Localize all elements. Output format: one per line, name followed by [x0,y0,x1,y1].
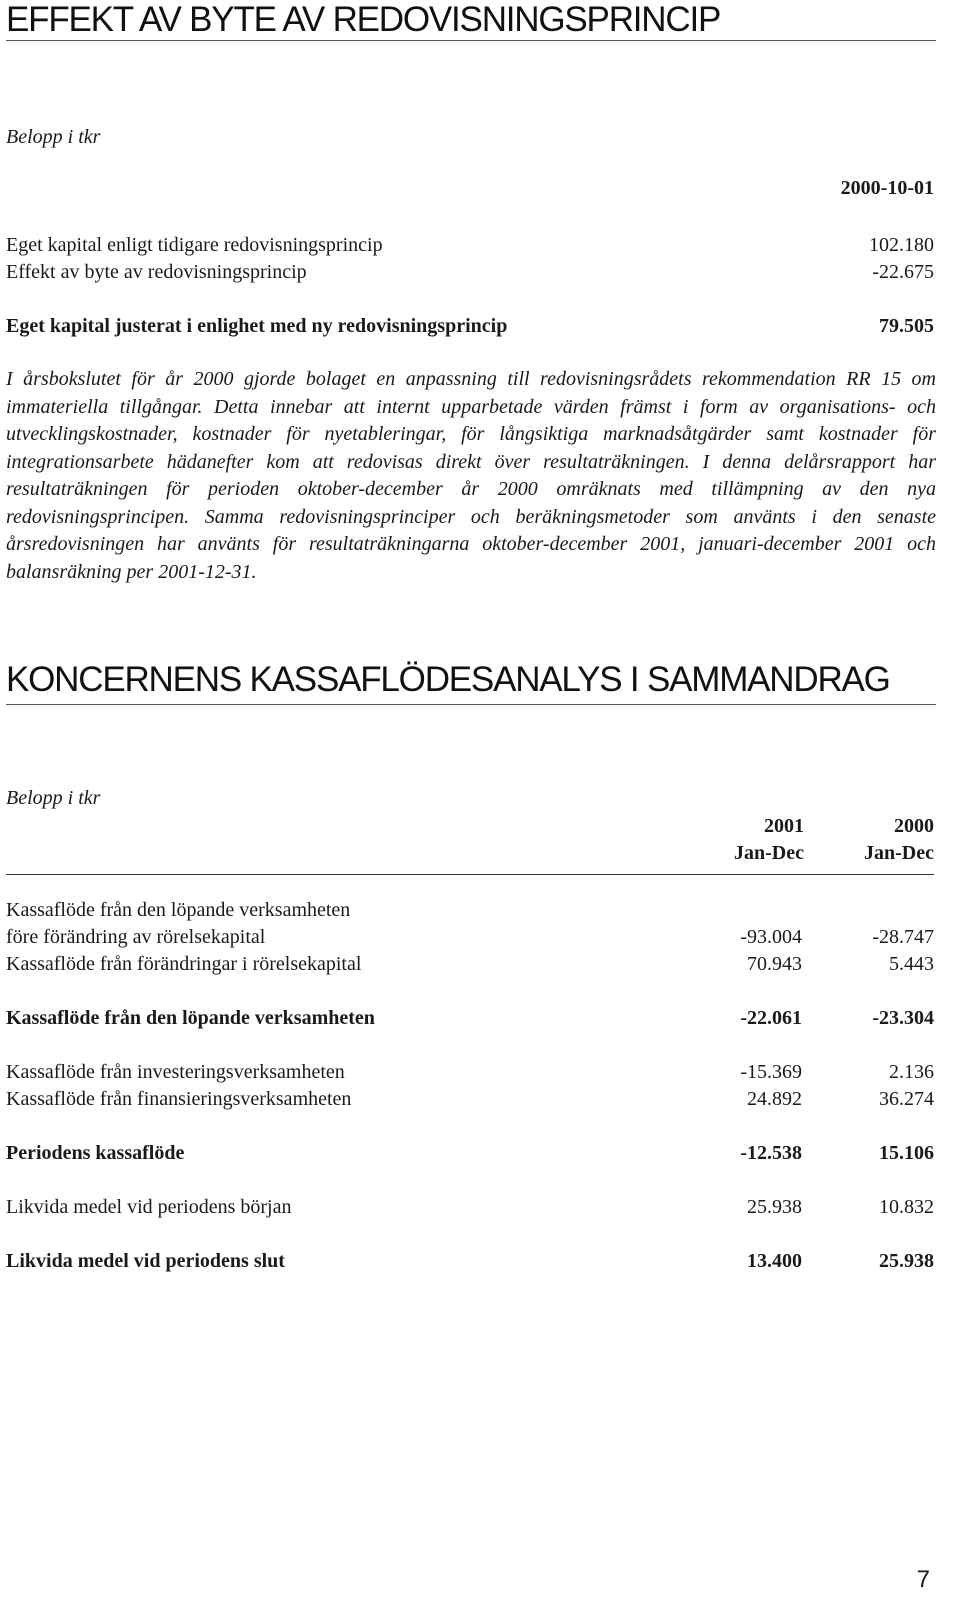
value-2000: 5.443 [889,953,934,975]
page-number: 7 [916,1566,930,1593]
value-2001: 24.892 [747,1088,802,1110]
value-2001: -22.061 [740,1007,802,1029]
row-label: Periodens kassaflöde [6,1142,185,1164]
row-label: Likvida medel vid periodens början [6,1196,292,1218]
table-row-total [6,1250,934,1276]
value-2001: 70.943 [747,953,802,975]
row-label: Eget kapital enligt tidigare redovisningsprincip [6,234,383,256]
table-row-subtotal [6,1007,934,1033]
row-label: Eget kapital justerat i enlighet med ny redovisningsprincip [6,315,508,337]
row-label: Likvida medel vid periodens slut [6,1250,285,1272]
row-label: Kassaflöde från finansieringsverksamheten [6,1088,352,1110]
header-divider [6,874,934,875]
table-row [6,261,934,287]
value-2001: -15.369 [740,1061,802,1083]
table-row [6,234,934,260]
row-label: Kassaflöde från investeringsverksamheten [6,1061,345,1083]
row-label: Kassaflöde från förändringar i rörelsekapital [6,953,362,975]
explanatory-paragraph: I årsbokslutet för år 2000 gjorde bolaget en anpassning till redovisningsrådets rekommendation RR 15 om immateriella tillgångar. Detta innebar att internt upparbetade värden främst i form av organisations- och utvecklingskostnader, kostnader för nyetableringar, för långsiktiga marknadsåtgärder samt kostnader för integrationsarbete hädanefter kom att redovisas direkt över resultaträkningen. I denna delårsrapport har resultaträkningen för perioden oktober-december år 2000 omräknats med tillämpning av den nya redovisningsprincipen. Samma redovisningsprinciper och beräkningsmetoder som använts i den senaste årsredovisningen har använts för resultaträkningarna oktober-december 2001, januari-december 2001 och balansräkning per 2001-12-31. [6,368,936,583]
table-row-subtotal [6,1142,934,1168]
value-2000: 25.938 [879,1250,934,1272]
value-2000: 2.136 [889,1061,934,1083]
date-column-header: 2000-10-01 [840,177,934,199]
section-title-cash-flow: KONCERNENS KASSAFLÖDESANALYS I SAMMANDRAG [6,662,936,705]
row-label: Kassaflöde från den löpande verksamheten [6,1007,375,1029]
row-value: 102.180 [869,234,934,256]
value-2001: -12.538 [740,1142,802,1164]
value-2001: 13.400 [747,1250,802,1272]
row-value: 79.505 [879,315,934,337]
column-header-period-1: Jan-Dec [734,842,804,864]
row-label: Kassaflöde från den löpande verksamheten [6,899,351,921]
table-row [6,926,934,952]
section-title-accounting-change: EFFEKT AV BYTE AV REDOVISNINGSPRINCIP [6,2,936,41]
table-row-total [6,315,934,341]
table-row [6,953,934,979]
value-2001: 25.938 [747,1196,802,1218]
row-value: -22.675 [872,261,934,283]
column-header-year-2: 2000 [894,815,934,837]
value-2000: -28.747 [872,926,934,948]
value-2000: 36.274 [879,1088,934,1110]
column-header-period-2: Jan-Dec [864,842,934,864]
column-header-year-1: 2001 [764,815,804,837]
unit-label: Belopp i tkr [6,126,101,148]
value-2000: 10.832 [879,1196,934,1218]
table-row [6,899,934,925]
value-2000: -23.304 [872,1007,934,1029]
table-row [6,1196,934,1222]
value-2001: -93.004 [740,926,802,948]
row-label: före förändring av rörelsekapital [6,926,266,948]
unit-label: Belopp i tkr [6,787,101,809]
row-label: Effekt av byte av redovisningsprincip [6,261,307,283]
value-2000: 15.106 [879,1142,934,1164]
table-row [6,1061,934,1087]
table-row [6,1088,934,1114]
